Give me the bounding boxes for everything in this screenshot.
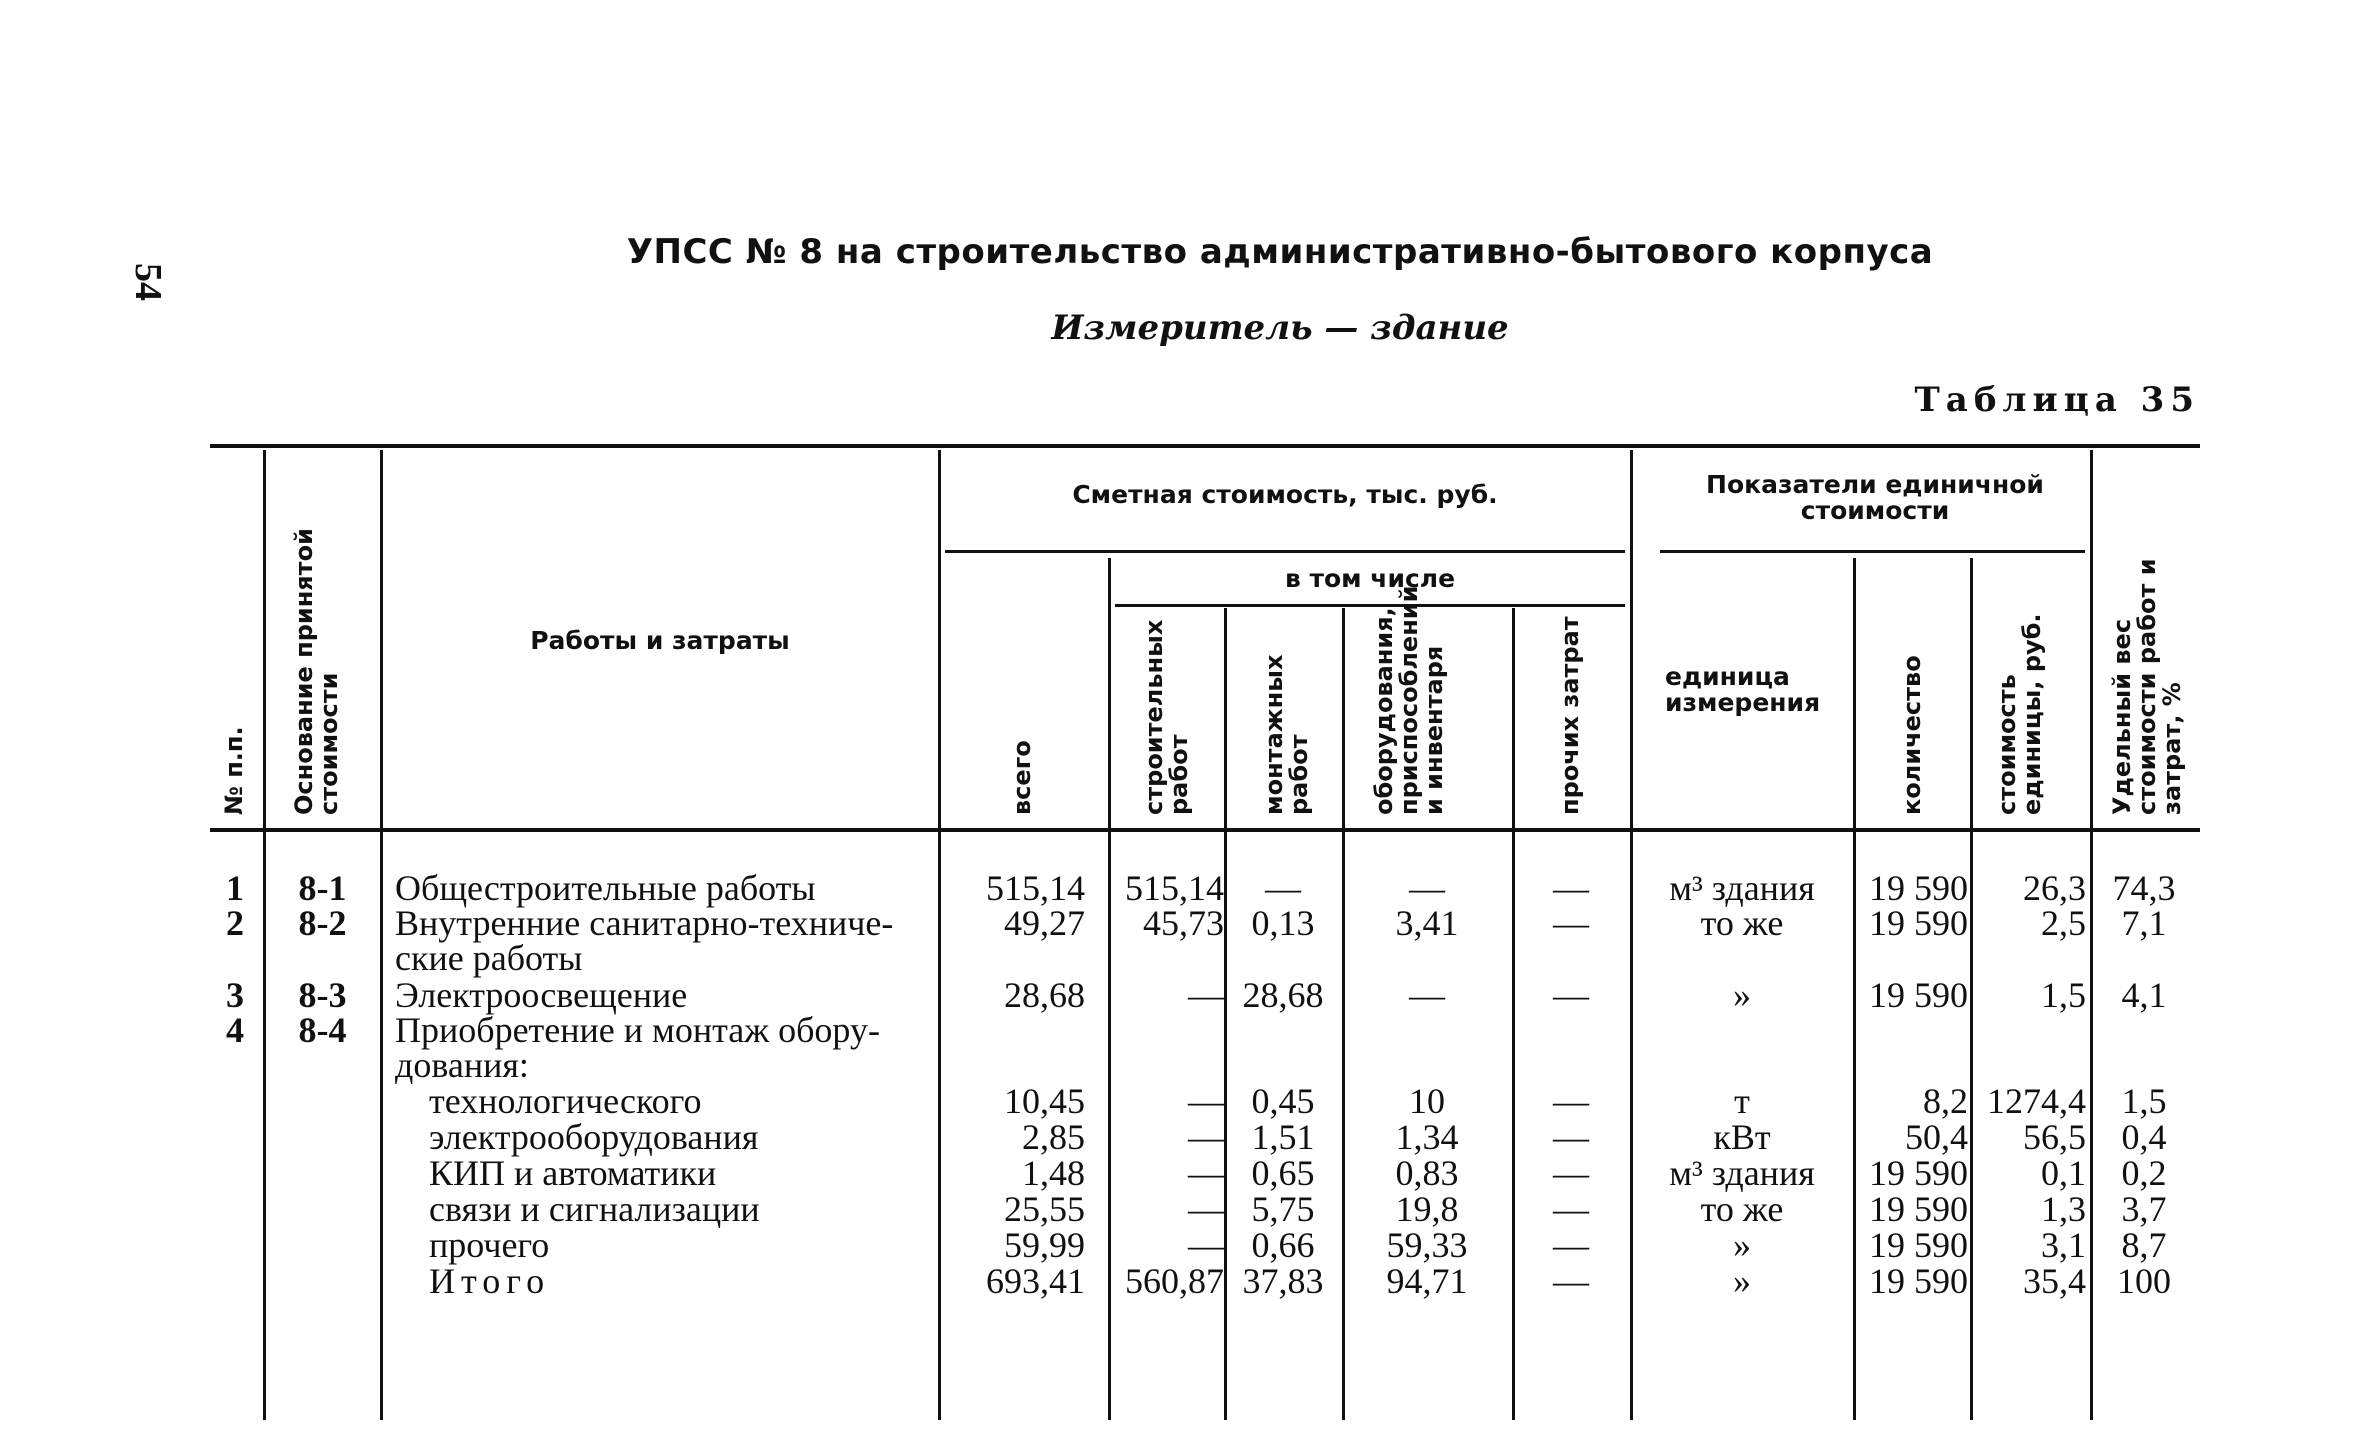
cell-unit-cost: 0,1	[2041, 1153, 2086, 1193]
cell-qty: 19 590	[1869, 1261, 1968, 1301]
cell-basis: 8-1	[298, 868, 347, 908]
cell-equipment: —	[1409, 868, 1445, 908]
cell-qty: 8,2	[1923, 1081, 1968, 1121]
cell-total: 49,27	[1004, 903, 1085, 943]
cell-construction: 45,73	[1143, 903, 1224, 943]
cell-num: 4	[226, 1010, 244, 1050]
cell-unit: то же	[1700, 903, 1784, 943]
cell-equipment: 3,41	[1395, 903, 1459, 943]
cell-total: 28,68	[1004, 975, 1085, 1015]
header-num: № п.п.	[220, 726, 248, 815]
page-number: 54	[127, 263, 169, 301]
header-bottom-rule	[210, 828, 2200, 832]
cell-works: Электроосвещение	[395, 975, 688, 1015]
cell-equipment: 94,71	[1386, 1261, 1468, 1301]
cell-installation: 0,45	[1251, 1081, 1315, 1121]
cell-total: 1,48	[1022, 1153, 1085, 1193]
cell-total: 25,55	[1004, 1189, 1085, 1229]
cell-equipment: —	[1409, 975, 1445, 1015]
cell-share: 100	[2117, 1261, 2171, 1301]
cell-equipment: 19,8	[1395, 1189, 1459, 1229]
cell-works: КИП и автоматики	[429, 1153, 717, 1193]
cell-total: 10,45	[1004, 1081, 1085, 1121]
col-rule-11	[2090, 450, 2093, 1420]
cell-works: электрооборудования	[429, 1117, 759, 1157]
cell-works: дования:	[395, 1045, 529, 1085]
cell-works: ские работы	[395, 938, 583, 978]
cell-num: 3	[226, 975, 244, 1015]
header-equipment-text: оборудования, приспособлений и инвентаря	[1370, 585, 1449, 815]
cell-share: 3,7	[2121, 1189, 2167, 1229]
cell-basis: 8-4	[298, 1010, 347, 1050]
cell-unit: то же	[1700, 1189, 1784, 1229]
unit-group-rule	[1660, 550, 2085, 553]
cell-unit-cost: 1274,4	[1987, 1081, 2086, 1121]
cell-share: 1,5	[2121, 1081, 2167, 1121]
header-installation-text: монтажных работ	[1260, 654, 1314, 815]
cell-total: 2,85	[1022, 1117, 1085, 1157]
cell-works: Внутренние санитарно-техниче-	[395, 903, 894, 943]
header-unit-cost	[1995, 595, 2045, 815]
cell-unit-cost: 2,5	[2041, 903, 2086, 943]
cell-construction: —	[1188, 1225, 1224, 1265]
header-qty: количество	[1898, 655, 1926, 815]
header-construction-text: строительных работ	[1140, 619, 1194, 815]
cell-unit-cost: 26,3	[2023, 868, 2086, 908]
cell-works: прочего	[429, 1225, 550, 1265]
cell-equipment: 1,34	[1395, 1117, 1459, 1157]
header-cost-group: Сметная стоимость, тыс. руб.	[1072, 480, 1498, 509]
table-label: Таблица 35	[1914, 380, 2200, 420]
cell-other: —	[1553, 1081, 1589, 1121]
cell-unit-cost: 56,5	[2023, 1117, 2086, 1157]
header-share	[2110, 475, 2186, 815]
cell-unit: »	[1733, 1225, 1751, 1265]
cell-unit: »	[1733, 975, 1751, 1015]
cell-installation: 1,51	[1251, 1117, 1315, 1157]
cell-other: —	[1553, 1117, 1589, 1157]
cell-total: 515,14	[986, 868, 1085, 908]
header-equipment	[1370, 585, 1449, 815]
cell-installation: —	[1265, 868, 1301, 908]
cell-construction: —	[1188, 1153, 1224, 1193]
cell-total: 59,99	[1004, 1225, 1085, 1265]
header-basis-text: Основание принятой стоимости	[290, 528, 344, 815]
cell-unit-cost: 1,3	[2041, 1189, 2086, 1229]
cell-equipment: 0,83	[1395, 1153, 1459, 1193]
cell-other: —	[1553, 1189, 1589, 1229]
cell-other: —	[1553, 1261, 1589, 1301]
cell-total: 693,41	[986, 1261, 1085, 1301]
col-rule-4	[1108, 558, 1111, 1420]
col-rule-6	[1342, 608, 1345, 1420]
cell-share: 0,2	[2121, 1153, 2167, 1193]
cell-qty: 50,4	[1905, 1117, 1968, 1157]
cell-qty: 19 590	[1869, 1189, 1968, 1229]
header-other: прочих затрат	[1556, 616, 1584, 815]
cell-unit: м³ здания	[1669, 1153, 1815, 1193]
header-works: Работы и затраты	[530, 626, 790, 655]
cell-unit-cost: 35,4	[2023, 1261, 2086, 1301]
cell-other: —	[1553, 903, 1589, 943]
col-rule-5	[1224, 608, 1227, 1420]
cell-construction: —	[1188, 1081, 1224, 1121]
cell-basis: 8-3	[298, 975, 347, 1015]
col-rule-1	[263, 450, 266, 1420]
header-basis	[292, 515, 342, 815]
cell-basis: 8-2	[298, 903, 347, 943]
cell-qty: 19 590	[1869, 1225, 1968, 1265]
col-rule-9	[1853, 558, 1856, 1420]
header-share-text: Удельный вес стоимости работ и затрат, %	[2108, 558, 2187, 815]
cell-share: 7,1	[2121, 903, 2167, 943]
cell-construction: —	[1188, 1189, 1224, 1229]
cell-construction: —	[1188, 1117, 1224, 1157]
cell-works: связи и сигнализации	[429, 1189, 760, 1229]
cell-other: —	[1553, 975, 1589, 1015]
header-incl: в том числе	[1284, 564, 1456, 593]
header-installation	[1262, 615, 1312, 815]
header-total: всего	[1008, 740, 1036, 815]
cell-share: 4,1	[2121, 975, 2167, 1015]
header-unit-cost-text: стоимость единицы, руб.	[1993, 613, 2047, 815]
cell-share: 8,7	[2121, 1225, 2167, 1265]
cell-qty: 19 590	[1869, 1153, 1968, 1193]
cell-other: —	[1553, 1225, 1589, 1265]
cell-equipment: 10	[1409, 1081, 1445, 1121]
cost-group-rule	[945, 550, 1625, 553]
cell-installation: 28,68	[1242, 975, 1324, 1015]
header-construction	[1142, 605, 1192, 815]
cell-equipment: 59,33	[1386, 1225, 1468, 1265]
cell-unit: »	[1733, 1261, 1751, 1301]
cell-share: 0,4	[2121, 1117, 2167, 1157]
cell-works: Приобретение и монтаж обору-	[395, 1010, 880, 1050]
cell-qty: 19 590	[1869, 975, 1968, 1015]
cell-unit: кВт	[1713, 1117, 1771, 1157]
cell-unit-cost: 1,5	[2041, 975, 2086, 1015]
cell-works: Итого	[429, 1261, 551, 1301]
col-rule-10	[1970, 558, 1973, 1420]
cell-other: —	[1553, 868, 1589, 908]
cell-num: 1	[226, 868, 244, 908]
cell-qty: 19 590	[1869, 903, 1968, 943]
col-rule-7	[1512, 608, 1515, 1420]
cell-unit-cost: 3,1	[2041, 1225, 2086, 1265]
cell-works: Общестроительные работы	[395, 868, 816, 908]
table-top-rule	[210, 444, 2200, 448]
header-unit: единица измерения	[1665, 662, 1821, 718]
cell-construction: 560,87	[1125, 1261, 1224, 1301]
cell-unit: м³ здания	[1669, 868, 1815, 908]
cell-installation: 0,13	[1251, 903, 1315, 943]
page-subtitle: Измеритель — здание	[1051, 308, 1509, 348]
cell-unit: т	[1734, 1081, 1750, 1121]
cell-other: —	[1553, 1153, 1589, 1193]
page-title: УПСС № 8 на строительство административно-бытового корпуса	[626, 232, 1934, 272]
cell-num: 2	[226, 903, 244, 943]
cell-installation: 37,83	[1242, 1261, 1324, 1301]
cell-construction: 515,14	[1125, 868, 1224, 908]
cell-installation: 0,66	[1251, 1225, 1315, 1265]
cell-construction: —	[1188, 975, 1224, 1015]
cell-installation: 0,65	[1251, 1153, 1315, 1193]
cell-works: технологического	[429, 1081, 702, 1121]
col-rule-2	[380, 450, 383, 1420]
cell-installation: 5,75	[1251, 1189, 1315, 1229]
header-unit-group: Показатели единичной стоимости	[1706, 470, 2044, 526]
cell-share: 74,3	[2112, 868, 2176, 908]
cell-qty: 19 590	[1869, 868, 1968, 908]
col-rule-8	[1630, 450, 1633, 1420]
